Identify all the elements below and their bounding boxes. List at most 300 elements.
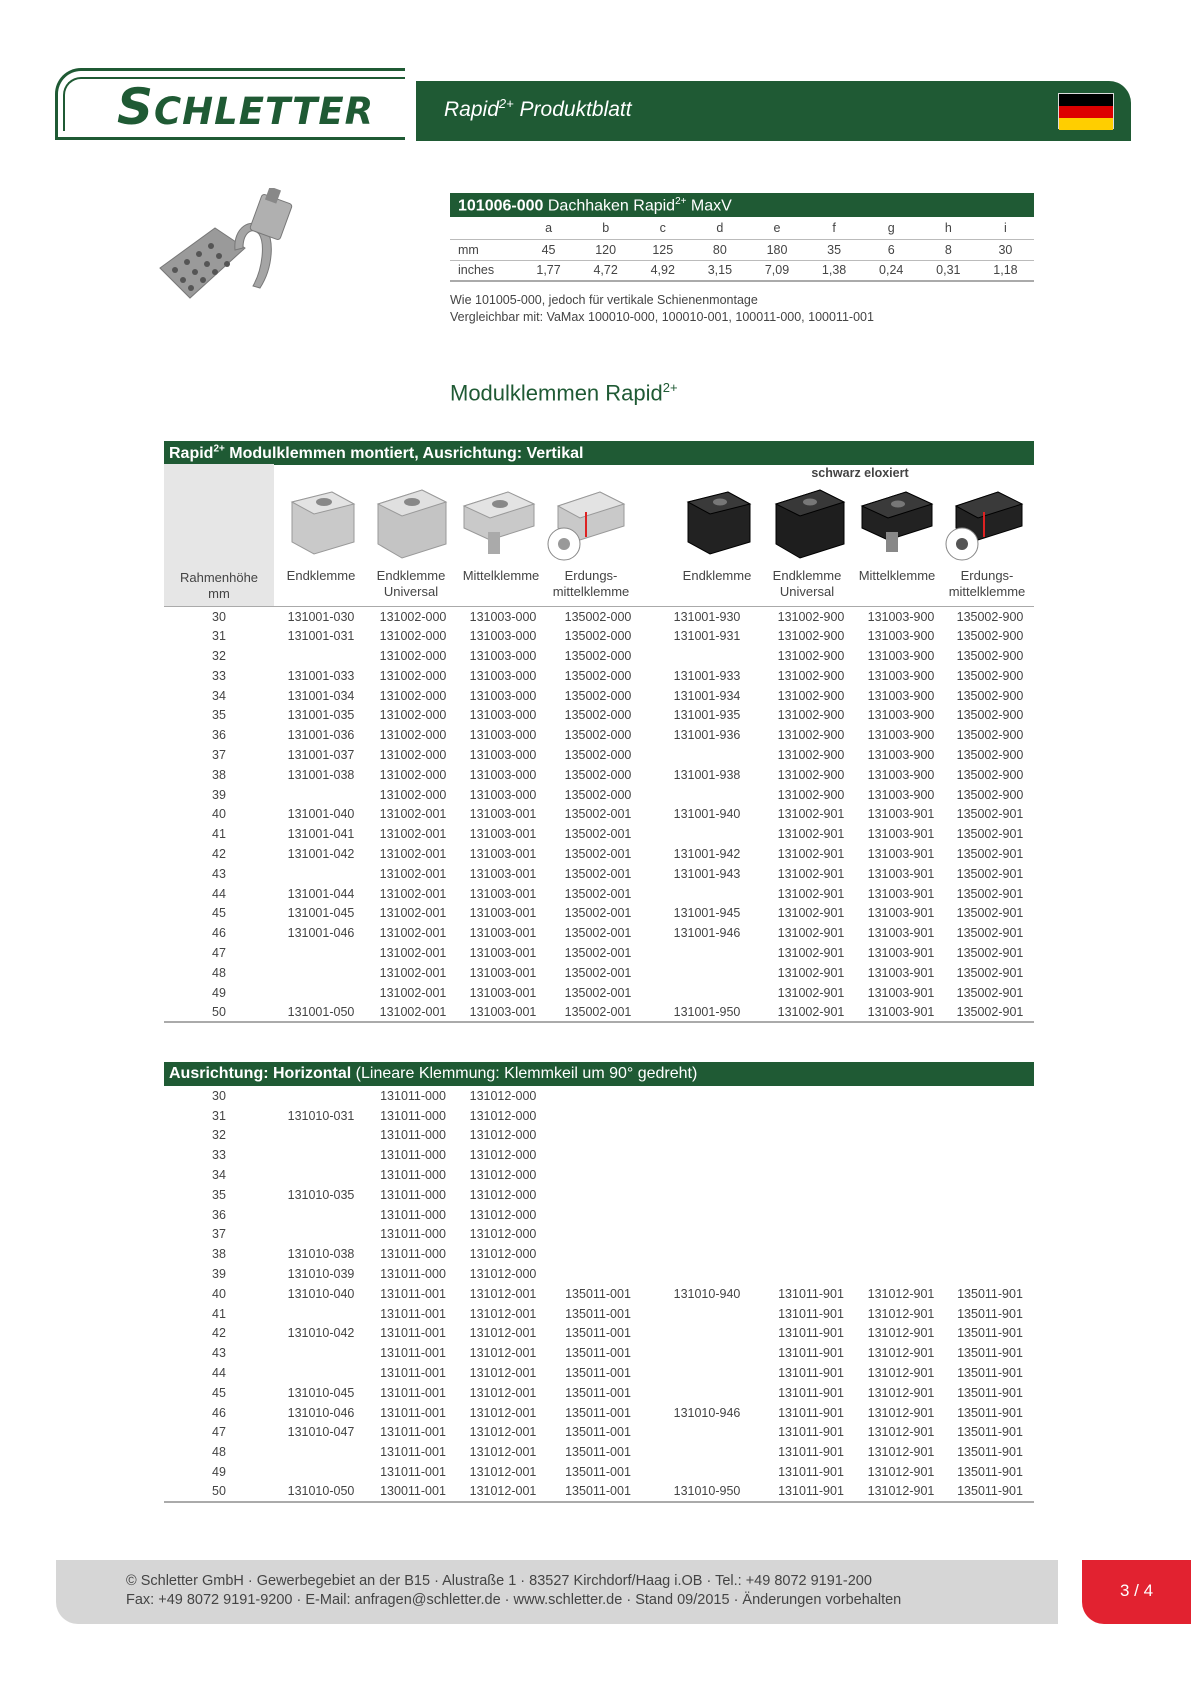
article-number-cell: 131011-000: [380, 1267, 446, 1282]
article-number-cell: [766, 1244, 856, 1264]
article-number-cell: [648, 963, 766, 983]
frame-height-cell: 35: [164, 1185, 274, 1205]
table-row: [164, 1244, 1034, 1264]
header-bar: [416, 81, 1131, 141]
article-number-cell: 135011-001: [565, 1346, 631, 1361]
article-number-cell: [648, 1225, 766, 1245]
article-number-cell: 131003-900: [867, 708, 935, 723]
col-header-end-clamp-universal-black: Endklemme Universal: [772, 568, 842, 599]
article-number-cell: 131001-950: [648, 1002, 766, 1022]
col-header-middle-clamp-black: Mittelklemme: [858, 568, 936, 583]
table-row: [164, 1324, 1034, 1344]
article-number-cell: 131003-900: [856, 607, 946, 627]
article-number-cell: 135002-000: [564, 668, 632, 683]
article-number-cell: [548, 1126, 648, 1146]
article-number-cell: 131012-000: [469, 1207, 537, 1222]
article-number-cell: [274, 1145, 368, 1165]
frame-height-cell: 39: [164, 1264, 274, 1284]
article-number-cell: 131002-000: [379, 787, 447, 802]
article-number-cell: 131002-900: [777, 787, 845, 802]
article-number-cell: [946, 1264, 1034, 1284]
article-number-cell: 131003-901: [867, 827, 935, 842]
article-number-cell: 131002-900: [777, 668, 845, 683]
article-number-cell: 135002-000: [564, 728, 632, 743]
article-number-cell: 131010-045: [287, 1385, 355, 1400]
article-number-cell: 131012-000: [469, 1088, 537, 1103]
frame-height-cell: 44: [164, 1363, 274, 1383]
article-number-cell: [946, 1225, 1034, 1245]
article-number-cell: 131003-001: [458, 1002, 548, 1022]
article-number-cell: 131001-030: [274, 607, 368, 627]
article-number-cell: 131011-000: [380, 1148, 446, 1163]
article-number-cell: 131012-000: [469, 1187, 537, 1202]
article-number-cell: [274, 1304, 368, 1324]
article-number-cell: 131011-901: [778, 1366, 844, 1381]
article-number-cell: [946, 1126, 1034, 1146]
article-number-cell: 131012-901: [867, 1425, 935, 1440]
table-row: [164, 1403, 1034, 1423]
article-number-cell: [648, 1462, 766, 1482]
frame-height-cell: 41: [164, 824, 274, 844]
article-number-cell: 131012-000: [469, 1267, 537, 1282]
article-number-cell: 131012-901: [867, 1405, 935, 1420]
article-number-cell: [548, 1145, 648, 1165]
article-number-cell: [946, 1185, 1034, 1205]
article-number-cell: [946, 1205, 1034, 1225]
frame-height-cell: 44: [164, 884, 274, 904]
article-number-cell: 131002-901: [777, 926, 845, 941]
grounding-middle-clamp-black-image: [944, 482, 1024, 562]
article-number-cell: [274, 1165, 368, 1185]
article-number-cell: 131012-000: [469, 1128, 537, 1143]
frame-height-cell: 36: [164, 725, 274, 745]
article-number-cell: [648, 745, 766, 765]
article-number-cell: [274, 963, 368, 983]
article-number-cell: [548, 1106, 648, 1126]
dimensions-mm-row: mm 45 120 125 80 180 35 6 8 30: [450, 239, 1034, 260]
article-number-cell: 131003-001: [469, 965, 537, 980]
article-number-cell: 135011-901: [957, 1425, 1023, 1440]
article-number-cell: 131011-001: [380, 1346, 446, 1361]
dimensions-table: [450, 218, 1034, 282]
article-number-cell: 131011-901: [778, 1385, 844, 1400]
article-number-cell: [548, 1086, 648, 1106]
article-number-cell: 131003-000: [458, 607, 548, 627]
table-row: [164, 1225, 1034, 1245]
frame-height-cell: 41: [164, 1304, 274, 1324]
frame-height-cell: 33: [164, 1145, 274, 1165]
article-number-cell: 135002-000: [564, 767, 632, 782]
section-title: Modulklemmen Rapid$^{2+}$: [450, 380, 678, 406]
article-number-cell: 131002-001: [379, 866, 447, 881]
frame-height-cell: 40: [164, 804, 274, 824]
article-number-cell: 131003-000: [469, 767, 537, 782]
article-number-cell: 131002-900: [777, 648, 845, 663]
article-number-cell: 131012-000: [469, 1227, 537, 1242]
article-number-cell: [648, 1423, 766, 1443]
article-number-cell: 135002-001: [564, 807, 632, 822]
table-row: [164, 804, 1034, 824]
article-number-cell: [856, 1244, 946, 1264]
article-number-cell: 131002-901: [777, 846, 845, 861]
footer-address: © Schletter GmbH · Gewerbegebiet an der B15 · Alustraße 1 · 83527 Kirchdorf/Haag i.OB · Tel.: +49 8072 9191-200 Fax: +49 8072 9191-9200 · E-Mail: anfragen@schletter.de · www.schletter.de · Stand 09/2015 · Änderungen vorbehalten: [126, 1573, 902, 1608]
article-number-cell: 131003-901: [867, 886, 935, 901]
grounding-middle-clamp-image: [546, 482, 626, 562]
article-number-cell: [274, 785, 368, 805]
article-number-cell: 131003-900: [867, 668, 935, 683]
article-number-cell: [856, 1126, 946, 1146]
article-number-cell: 131010-039: [287, 1267, 355, 1282]
article-number-cell: 131011-000: [380, 1247, 446, 1262]
frame-height-cell: 30: [164, 1086, 274, 1106]
article-number-cell: 135002-001: [564, 985, 632, 1000]
table-row: [164, 1106, 1034, 1126]
table-row: [164, 1086, 1034, 1106]
logo-wordmark: SCHLETTER: [117, 78, 375, 136]
article-number-cell: 131011-000: [380, 1088, 446, 1103]
article-number-cell: [274, 646, 368, 666]
article-number-cell: [548, 1225, 648, 1245]
article-number-cell: [548, 1244, 648, 1264]
article-number-cell: 131011-001: [380, 1385, 446, 1400]
article-number-cell: 131001-033: [287, 668, 355, 683]
article-number-cell: 131003-900: [867, 787, 935, 802]
article-number-cell: 135011-901: [957, 1366, 1023, 1381]
table-row: [164, 765, 1034, 785]
middle-clamp-black-image: [856, 482, 936, 562]
flag-stripe-black: [1059, 94, 1113, 106]
article-number-cell: [856, 1205, 946, 1225]
article-number-cell: 131002-000: [379, 688, 447, 703]
article-number-cell: [274, 1363, 368, 1383]
black-anodized-label: schwarz eloxiert: [811, 466, 909, 480]
article-number-cell: 131011-000: [380, 1168, 446, 1183]
article-number-cell: 131010-038: [287, 1247, 355, 1262]
article-number-cell: 131002-901: [777, 886, 845, 901]
article-number-cell: [856, 1165, 946, 1185]
article-number-cell: [946, 1145, 1034, 1165]
frame-height-cell: 38: [164, 1244, 274, 1264]
article-number-cell: [648, 1343, 766, 1363]
article-number-cell: 131012-001: [469, 1366, 537, 1381]
article-number-cell: 135002-900: [956, 708, 1024, 723]
article-number-cell: [648, 1126, 766, 1146]
article-number-cell: 131002-901: [777, 866, 845, 881]
article-number-cell: 131011-901: [778, 1346, 844, 1361]
frame-height-cell: 32: [164, 1126, 274, 1146]
article-number-cell: 131003-000: [469, 629, 537, 644]
article-number-cell: 135002-901: [956, 866, 1024, 881]
article-number-cell: 131002-000: [368, 607, 458, 627]
article-number-cell: 131003-001: [469, 945, 537, 960]
article-number-cell: 131001-046: [287, 926, 355, 941]
article-number-cell: [648, 1145, 766, 1165]
table-row: [164, 903, 1034, 923]
table-row: [164, 1145, 1034, 1165]
article-number-cell: 135002-900: [956, 668, 1024, 683]
article-number-cell: 135002-901: [956, 906, 1024, 921]
frame-height-cell: 49: [164, 1462, 274, 1482]
article-number-cell: 131001-933: [673, 668, 741, 683]
article-number-cell: 131001-040: [287, 807, 355, 822]
frame-height-cell: 38: [164, 765, 274, 785]
article-number-cell: 135011-901: [946, 1482, 1034, 1502]
article-number-cell: 131001-036: [287, 728, 355, 743]
article-number-cell: [766, 1086, 856, 1106]
article-number-cell: 131002-901: [766, 1002, 856, 1022]
article-number-cell: 135002-900: [956, 747, 1024, 762]
article-number-cell: 135002-900: [956, 787, 1024, 802]
article-number-cell: 131003-001: [469, 926, 537, 941]
article-number-cell: [274, 943, 368, 963]
article-number-cell: 135011-001: [565, 1286, 631, 1301]
article-number-cell: 131003-001: [469, 846, 537, 861]
article-number-cell: [648, 983, 766, 1003]
article-number-cell: 131011-001: [380, 1366, 446, 1381]
article-number-cell: [648, 824, 766, 844]
article-number-cell: 131012-001: [469, 1326, 537, 1341]
article-number-cell: 135002-901: [956, 965, 1024, 980]
article-number-cell: 135002-901: [946, 1002, 1034, 1022]
row-header-label: Rahmenhöhe mm: [179, 570, 259, 601]
article-number-cell: 131002-000: [379, 747, 447, 762]
table-row: [164, 1462, 1034, 1482]
col-header-grounding-clamp: Erdungs- mittelklemme: [552, 568, 630, 599]
article-number-cell: 131012-001: [469, 1465, 537, 1480]
article-number-cell: 131003-901: [867, 926, 935, 941]
article-number-cell: 135002-000: [564, 747, 632, 762]
article-number-cell: [548, 1185, 648, 1205]
article-number-cell: 135002-900: [956, 728, 1024, 743]
article-number-cell: 131012-001: [458, 1482, 548, 1502]
table-row: [164, 1363, 1034, 1383]
table-row: [164, 1343, 1034, 1363]
article-number-cell: 131011-001: [380, 1445, 446, 1460]
article-number-cell: [766, 1145, 856, 1165]
article-number-cell: 131003-000: [469, 688, 537, 703]
article-number-cell: 135002-001: [564, 906, 632, 921]
article-number-cell: 131012-001: [469, 1405, 537, 1420]
article-number-cell: 131011-901: [778, 1286, 844, 1301]
article-number-cell: 131003-001: [469, 807, 537, 822]
article-number-cell: 135002-000: [564, 648, 632, 663]
article-number-cell: 135011-001: [565, 1306, 631, 1321]
article-number-cell: 135011-901: [957, 1385, 1023, 1400]
table-row: [164, 884, 1034, 904]
article-number-cell: 131012-901: [867, 1326, 935, 1341]
article-number-cell: 131003-000: [469, 648, 537, 663]
article-number-cell: [274, 1442, 368, 1462]
article-number-cell: 131010-031: [287, 1108, 355, 1123]
table-row: [164, 686, 1034, 706]
article-number-cell: 135002-001: [564, 965, 632, 980]
product-title-bar: 101006-000 Dachhaken Rapid$^{2+}$ MaxV: [450, 193, 1034, 217]
dimensions-inches-row: inches 1,77 4,72 4,92 3,15 7,09 1,38 0,24 0,31 1,18: [450, 260, 1034, 281]
article-number-cell: 131011-001: [380, 1425, 446, 1440]
article-number-cell: [766, 1165, 856, 1185]
article-number-cell: [946, 1165, 1034, 1185]
article-number-cell: 131002-901: [777, 965, 845, 980]
frame-height-cell: 43: [164, 864, 274, 884]
table-row: [164, 725, 1034, 745]
roof-hook-image: [155, 188, 320, 323]
col-header-end-clamp-universal: Endklemme Universal: [376, 568, 446, 599]
table-row: [164, 1126, 1034, 1146]
table-row: [164, 1423, 1034, 1443]
article-number-cell: 131011-000: [380, 1227, 446, 1242]
col-header-middle-clamp: Mittelklemme: [462, 568, 540, 583]
article-number-cell: 135002-901: [956, 846, 1024, 861]
article-number-cell: 131002-000: [379, 629, 447, 644]
article-number-cell: 131001-035: [287, 708, 355, 723]
article-number-cell: 131002-001: [379, 827, 447, 842]
article-number-cell: 131012-001: [469, 1306, 537, 1321]
article-number-cell: 135011-001: [565, 1326, 631, 1341]
article-number-cell: 135002-001: [564, 846, 632, 861]
article-number-cell: 131012-000: [469, 1108, 537, 1123]
article-number-cell: 131010-050: [274, 1482, 368, 1502]
article-number-cell: 131001-031: [287, 629, 355, 644]
article-number-cell: 131003-001: [469, 886, 537, 901]
article-number-cell: 131010-950: [648, 1482, 766, 1502]
article-number-cell: 131012-901: [867, 1366, 935, 1381]
article-number-cell: [648, 1205, 766, 1225]
table-row: [164, 666, 1034, 686]
article-number-cell: [548, 1205, 648, 1225]
article-number-cell: 131001-935: [673, 708, 741, 723]
article-number-cell: [766, 1264, 856, 1284]
table-row: [164, 1284, 1034, 1304]
article-number-cell: 131003-901: [867, 945, 935, 960]
article-number-cell: [648, 1363, 766, 1383]
article-number-cell: 135002-000: [548, 607, 648, 627]
article-number-cell: 131001-943: [673, 866, 741, 881]
article-number-cell: 131003-900: [867, 688, 935, 703]
article-number-cell: [766, 1106, 856, 1126]
article-number-cell: 131003-901: [867, 846, 935, 861]
horizontal-table-title: Ausrichtung: Horizontal (Lineare Klemmung: Klemmkeil um 90° gedreht): [164, 1062, 1034, 1086]
article-number-cell: 131011-001: [380, 1286, 446, 1301]
article-number-cell: [766, 1205, 856, 1225]
german-flag-icon: [1058, 93, 1114, 129]
article-number-cell: 131002-000: [379, 668, 447, 683]
article-number-cell: 131011-001: [380, 1465, 446, 1480]
article-number-cell: 131002-900: [777, 767, 845, 782]
article-number-cell: [766, 1185, 856, 1205]
article-number-cell: 131011-901: [778, 1445, 844, 1460]
frame-height-cell: 42: [164, 1324, 274, 1344]
frame-height-cell: 37: [164, 1225, 274, 1245]
article-number-cell: [648, 884, 766, 904]
vertical-clamp-table: [164, 606, 1034, 1023]
frame-height-cell: 49: [164, 983, 274, 1003]
end-clamp-universal-black-image: [768, 482, 848, 562]
article-number-cell: 131001-940: [673, 807, 741, 822]
article-number-cell: [274, 1462, 368, 1482]
article-number-cell: 135011-001: [565, 1385, 631, 1400]
frame-height-cell: 33: [164, 666, 274, 686]
table-row: [164, 1482, 1034, 1502]
article-number-cell: 135002-900: [956, 629, 1024, 644]
article-number-cell: [274, 1343, 368, 1363]
article-number-cell: 131010-046: [287, 1405, 355, 1420]
article-number-cell: [648, 1106, 766, 1126]
article-number-cell: 131002-901: [777, 985, 845, 1000]
article-number-cell: 131003-000: [469, 668, 537, 683]
article-number-cell: 131001-942: [673, 846, 741, 861]
article-number-cell: 135002-001: [564, 886, 632, 901]
article-number-cell: 131003-001: [469, 866, 537, 881]
article-number-cell: 131003-901: [867, 866, 935, 881]
article-number-cell: 131002-000: [379, 708, 447, 723]
article-number-cell: 131002-000: [379, 648, 447, 663]
article-number-cell: 131003-901: [867, 906, 935, 921]
article-number-cell: 131003-900: [867, 767, 935, 782]
article-number-cell: 131002-900: [777, 728, 845, 743]
article-number-cell: 131003-000: [469, 747, 537, 762]
article-number-cell: 135002-000: [564, 629, 632, 644]
end-clamp-black-image: [678, 482, 758, 562]
article-number-cell: 131003-900: [867, 747, 935, 762]
table-row: [164, 646, 1034, 666]
article-number-cell: 135011-901: [957, 1405, 1023, 1420]
article-number-cell: [274, 1205, 368, 1225]
article-number-cell: [766, 1126, 856, 1146]
table-row: [164, 1165, 1034, 1185]
article-number-cell: 135011-901: [957, 1306, 1023, 1321]
article-number-cell: 131001-946: [673, 926, 741, 941]
table-row: [164, 1304, 1034, 1324]
article-number-cell: 135011-001: [548, 1482, 648, 1502]
article-number-cell: 131012-000: [469, 1148, 537, 1163]
article-number-cell: 131002-900: [777, 629, 845, 644]
table-row: [164, 923, 1034, 943]
article-number-cell: 131012-000: [469, 1247, 537, 1262]
article-number-cell: 131003-900: [867, 728, 935, 743]
article-number-cell: 135002-000: [564, 688, 632, 703]
article-number-cell: 131010-035: [287, 1187, 355, 1202]
frame-height-cell: 45: [164, 903, 274, 923]
article-number-cell: [274, 983, 368, 1003]
article-number-cell: 135011-901: [957, 1326, 1023, 1341]
article-number-cell: 131001-934: [673, 688, 741, 703]
article-number-cell: [648, 1442, 766, 1462]
article-number-cell: 130011-001: [368, 1482, 458, 1502]
article-number-cell: 135002-900: [956, 767, 1024, 782]
vertical-table-title: Rapid$^{2+}$ Modulklemmen montiert, Ausrichtung: Vertikal: [164, 441, 1034, 465]
article-number-cell: 131012-000: [469, 1168, 537, 1183]
article-number-cell: 131002-900: [777, 688, 845, 703]
article-number-cell: 131001-930: [648, 607, 766, 627]
article-number-cell: [548, 1264, 648, 1284]
frame-height-cell: 40: [164, 1284, 274, 1304]
article-number-cell: 131002-900: [766, 607, 856, 627]
article-number-cell: 131012-001: [469, 1425, 537, 1440]
table-row: [164, 1442, 1034, 1462]
article-number-cell: 135002-901: [956, 945, 1024, 960]
article-number-cell: 131003-000: [469, 728, 537, 743]
article-number-cell: 135011-001: [565, 1366, 631, 1381]
article-number-cell: 131001-045: [287, 906, 355, 921]
frame-height-cell: 36: [164, 1205, 274, 1225]
frame-height-cell: 47: [164, 1423, 274, 1443]
article-number-cell: 131002-901: [777, 827, 845, 842]
frame-height-cell: 31: [164, 626, 274, 646]
article-number-cell: 131003-901: [856, 1002, 946, 1022]
end-clamp-universal-image: [370, 482, 450, 562]
article-number-cell: 131010-940: [673, 1286, 741, 1301]
end-clamp-image: [282, 482, 362, 562]
